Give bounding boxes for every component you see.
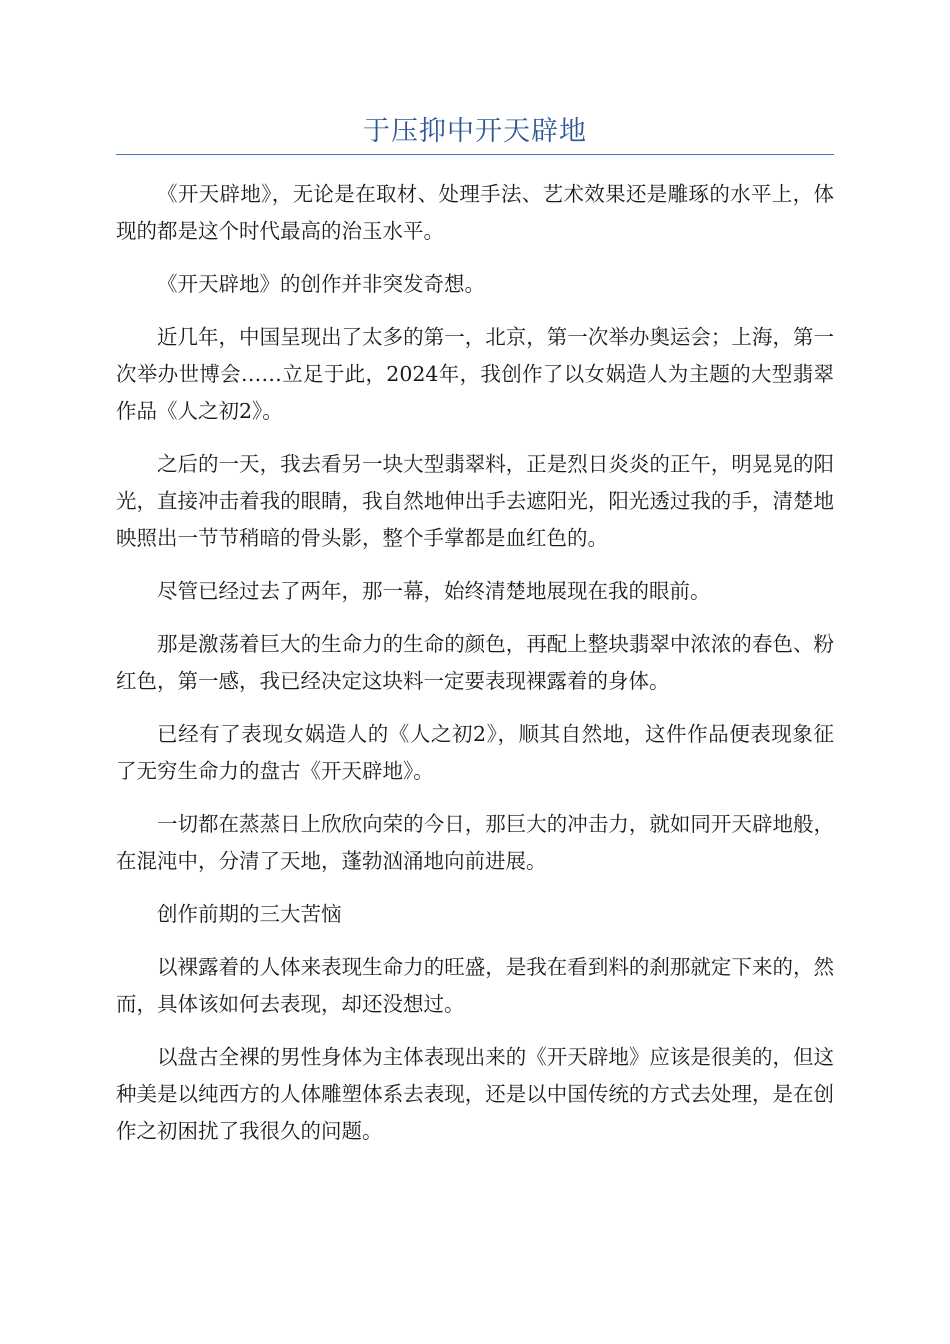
paragraph: 已经有了表现女娲造人的《人之初2》，顺其自然地，这件作品便表现象征了无穷生命力的盘古《开天辟地》。 (116, 722, 834, 783)
paragraph: 之后的一天，我去看另一块大型翡翠料，正是烈日炎炎的正午，明晃晃的阳光，直接冲击着我的眼睛，我自然地伸出手去遮阳光，阳光透过我的手，清楚地映照出一节节稍暗的骨头影，整个手掌都是血红色的。 (116, 452, 834, 550)
document-title: 于压抑中开天辟地 (363, 116, 587, 147)
paragraph: 近几年，中国呈现出了太多的第一，北京，第一次举办奥运会；上海，第一次举办世博会……立足于此，2024年，我创作了以女娲造人为主题的大型翡翠作品《人之初2》。 (116, 325, 834, 423)
paragraph: 那是激荡着巨大的生命力的生命的颜色，再配上整块翡翠中浓浓的春色、粉红色，第一感，我已经决定这块料一定要表现裸露着的身体。 (116, 632, 834, 693)
paragraph: 《开天辟地》的创作并非突发奇想。 (157, 272, 485, 296)
paragraph: 尽管已经过去了两年，那一幕，始终清楚地展现在我的眼前。 (157, 579, 711, 603)
paragraph: 以裸露着的人体来表现生命力的旺盛，是我在看到料的刹那就定下来的，然而，具体该如何去表现，却还没想过。 (116, 955, 834, 1016)
paragraph: 一切都在蒸蒸日上欣欣向荣的今日，那巨大的冲击力，就如同开天辟地般，在混沌中，分清了天地，蓬勃汹涌地向前进展。 (116, 812, 834, 873)
section-heading: 创作前期的三大苦恼 (157, 902, 342, 926)
paragraph: 《开天辟地》，无论是在取材、处理手法、艺术效果还是雕琢的水平上，体现的都是这个时代最高的治玉水平。 (116, 182, 834, 243)
paragraph: 以盘古全裸的男性身体为主体表现出来的《开天辟地》应该是很美的，但这种美是以纯西方的人体雕塑体系去表现，还是以中国传统的方式去处理，是在创作之初困扰了我很久的问题。 (116, 1045, 834, 1143)
title-underline (116, 154, 834, 155)
document-body (116, 176, 834, 1166)
